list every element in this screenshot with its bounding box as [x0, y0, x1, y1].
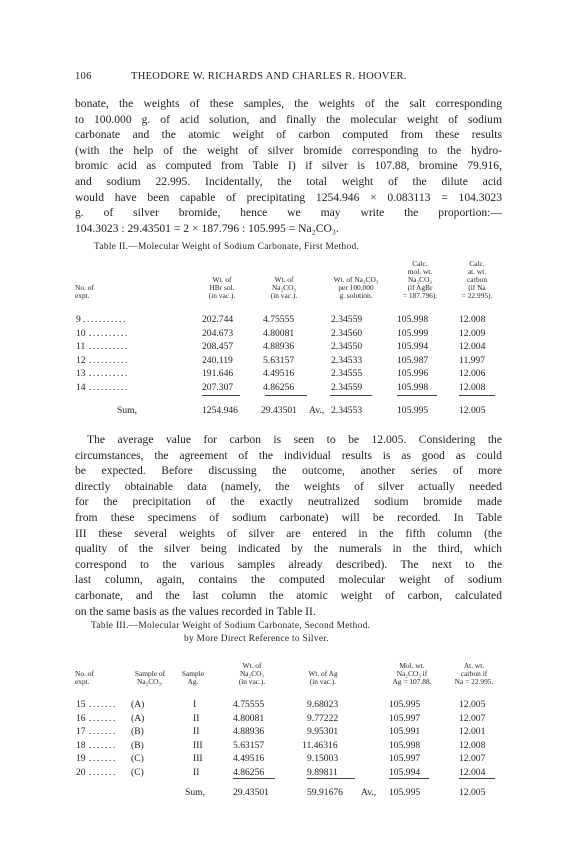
table-3-avg-atwt: 12.005 [459, 787, 486, 798]
page-number: 106 [75, 71, 92, 82]
header-text: mol. wt. [407, 267, 433, 276]
table-3-cell-sample-na: (B) [131, 726, 144, 737]
table-2-cell-hbr: 207.307 [202, 381, 234, 393]
header-text: Ag. [187, 677, 199, 686]
header-text: Wt. of [242, 661, 262, 670]
dot-leader: ........... [83, 314, 127, 325]
table-3-header-sample-ag [175, 670, 211, 686]
sum-rule [233, 778, 275, 779]
table-2-cell-no: 14 [76, 381, 86, 393]
table-2-cell-per100: 2.34559 [331, 314, 363, 325]
text-line: correspond to the various samples already described). The next to the [75, 557, 502, 571]
table-3-cell-atwt: 12.007 [459, 712, 486, 724]
table-2-cell-per100: 2.34559 [331, 381, 363, 393]
table-3-cell-na2co3: 4.80081 [233, 712, 265, 724]
header-text: No. of [75, 283, 94, 292]
table-3-cell-atwt: 12.005 [459, 699, 486, 710]
table-2-sum-na2co3: 29.43501 [261, 405, 297, 416]
table-3-cell-molwt: 105.995 [389, 699, 421, 710]
table-3-cell-no: 19 [76, 753, 86, 764]
header-text: Sample of [134, 669, 166, 678]
table-3-cell-molwt: 105.998 [389, 739, 421, 751]
table-3-cell-no: 16 [76, 712, 86, 724]
sum-rule [265, 395, 307, 396]
table-3-cell-atwt: 12.008 [459, 739, 486, 751]
table-3-cell-sample-ag: III [193, 753, 203, 764]
table-2-cell-molwt: 105.994 [397, 341, 429, 352]
header-text: = 187.796). [402, 291, 438, 300]
header-text: carbon if [460, 669, 488, 678]
table-3-header-ag [295, 670, 351, 686]
table-3-cell-atwt: 12.004 [459, 766, 486, 778]
header-text: Na₂CO₃ [271, 283, 297, 292]
text-line: on the same basis as the values recorded in Table II. [75, 604, 316, 618]
header-text: (in vac.). [270, 291, 298, 300]
header-text: No. of [75, 669, 94, 678]
table-2-cell-atwt: 12.006 [459, 368, 486, 379]
header-text: Na₂CO₃ if [396, 669, 428, 678]
paragraph-1 [75, 96, 502, 236]
table-3-header-atwt [445, 662, 503, 686]
table-3-cell-ag: 9.89811 [307, 766, 338, 778]
text-line: The average value for carbon is seen to be 12.005. Considering the [87, 433, 502, 446]
header-text: At. wt. [463, 661, 485, 670]
table-3-sum-label: Sum, [185, 787, 205, 798]
table-2-cell-na2co3: 4.80081 [263, 327, 295, 339]
table-3-cell-no: 20 [76, 766, 86, 778]
header-text: expt. [75, 677, 90, 686]
table-2-avg-atwt: 12.005 [459, 405, 486, 416]
table-2-cell-na2co3: 5.63157 [263, 354, 295, 366]
table-2-cell-molwt: 105.998 [397, 314, 429, 325]
table-3-cell-atwt: 12.001 [459, 726, 486, 737]
table-2-cell-atwt: 12.008 [459, 381, 486, 393]
sum-rule [202, 395, 240, 396]
dot-leader: ....... [89, 739, 117, 751]
table-3-cell-ag: 9.77222 [307, 712, 339, 724]
header-text: Na₂CO₃ [407, 275, 433, 284]
text-line: g. of silver bromide, hence we may write the proportion:— [75, 206, 502, 220]
table-2-cell-per100: 2.34550 [331, 341, 363, 352]
table-2-header-no [75, 284, 109, 300]
header-text: (in vac.). [208, 291, 236, 300]
sum-rule [397, 395, 437, 396]
header-text: Wt. of Ag [308, 669, 338, 678]
table-3-cell-molwt: 105.991 [389, 726, 421, 737]
table-3-cell-no: 15 [76, 699, 86, 710]
table-2-avg-label: Av., [309, 405, 325, 416]
table-2-cell-atwt: 12.008 [459, 314, 486, 325]
table-2-cell-no: 10 [76, 327, 86, 339]
text-line: bromic acid as computed from Table I) if silver is 107.88, bromine 79.916, [75, 159, 502, 173]
table-2-cell-per100: 2.34555 [331, 368, 363, 379]
header-text: g. solution. [339, 291, 373, 300]
table-2-cell-hbr: 191.646 [202, 368, 234, 379]
dot-leader: ....... [89, 753, 117, 764]
table-3-header-na2co3 [225, 662, 279, 686]
table-3 [75, 650, 502, 820]
text-line: be expected. Before discussing the outcome, another series of more [75, 464, 502, 478]
table-3-cell-sample-ag: II [193, 726, 200, 737]
header-text: (in vac.). [238, 677, 266, 686]
table-2-cell-na2co3: 4.49516 [263, 368, 295, 379]
header-text: Na₂CO₃. [137, 677, 163, 686]
table-2-avg-molwt: 105.995 [397, 405, 429, 416]
dot-leader: .......... [89, 354, 129, 366]
table-3-sum-na2co3: 29.43501 [233, 787, 269, 798]
text-line: and sodium 22.995. Incidentally, the total weight of the dilute acid [75, 174, 502, 188]
table-2-cell-molwt: 105.999 [397, 327, 429, 339]
table-2-caption: Table II.—Molecular Weight of Sodium Carbonate, First Method. [94, 242, 360, 252]
header-text: Calc. [412, 259, 428, 268]
table-3-header-sample-na [125, 670, 175, 686]
table-2-cell-hbr: 208.457 [202, 341, 234, 352]
dot-leader: .......... [89, 327, 129, 339]
table-3-cell-sample-ag: III [193, 739, 203, 751]
table-2-cell-hbr: 204.673 [202, 327, 234, 339]
text-line: directly obtainable data (namely, the weights of silver actually needed [75, 479, 502, 493]
dot-leader: ....... [89, 766, 117, 778]
text-line: 104.3023 : 29.43501 = 2 × 187.796 : 105.995 = Na₂CO₃. [75, 221, 339, 235]
table-2-cell-na2co3: 4.75555 [263, 314, 295, 325]
sum-rule [307, 778, 355, 779]
text-line: last column, again, contains the computed molecular weight of sodium [75, 573, 502, 587]
table-3-cell-na2co3: 4.49516 [233, 753, 265, 764]
table-2-cell-per100: 2.34533 [331, 354, 363, 366]
table-2-cell-molwt: 105.987 [397, 354, 429, 366]
table-3-cell-sample-ag: I [193, 699, 197, 710]
table-3-cell-molwt: 105.994 [389, 766, 421, 778]
text-line: would have been capable of precipitating 1254.946 × 0.083113 = 104.3023 [75, 190, 502, 204]
table-2-header-hbr [197, 276, 247, 300]
table-3-cell-sample-ag: II [193, 712, 200, 724]
table-2-sum-hbr: 1254.946 [202, 405, 238, 416]
table-3-cell-sample-ag: II [193, 766, 200, 778]
table-3-cell-ag: 9.15003 [307, 753, 339, 764]
table-2 [75, 256, 502, 428]
dot-leader: ....... [89, 699, 117, 710]
table-2-cell-per100: 2.34560 [331, 327, 363, 339]
table-3-cell-ag: 11.46316 [302, 739, 338, 751]
table-2-cell-atwt: 12.009 [459, 327, 486, 339]
table-3-cell-na2co3: 4.75555 [233, 699, 265, 710]
sum-rule [459, 395, 495, 396]
table-3-caption-line-2: by More Direct Reference to Silver. [184, 634, 329, 644]
table-3-cell-ag: 9.95301 [307, 726, 339, 737]
table-2-cell-no: 13 [76, 368, 86, 379]
sum-rule [459, 778, 495, 779]
table-2-cell-molwt: 105.996 [397, 368, 429, 379]
sum-rule [330, 395, 372, 396]
table-2-header-na2co3 [257, 276, 311, 300]
header-text: carbon [466, 275, 488, 284]
table-2-cell-molwt: 105.998 [397, 381, 429, 393]
header-text: (in vac.). [309, 677, 337, 686]
header-text: at. wt. [467, 267, 487, 276]
table-2-cell-no: 11 [76, 341, 86, 352]
header-text: Sample [181, 669, 205, 678]
text-line: carbonate and the atomic weight of carbon computed from these results [75, 128, 502, 142]
table-2-cell-atwt: 11.997 [459, 354, 486, 366]
table-3-cell-na2co3: 4.86256 [233, 766, 265, 778]
text-line: to 100.000 g. of acid solution, and finally the molecular weight of sodium [75, 112, 502, 126]
header-text: Na₂CO₃ [239, 669, 265, 678]
table-2-header-molwt [391, 260, 449, 300]
table-3-cell-no: 17 [76, 726, 86, 737]
table-2-avg-per100: 2.34553 [331, 405, 363, 416]
text-line: carbonate, and the last column the atomic weight of carbon, calculated [75, 588, 502, 602]
running-title: THEODORE W. RICHARDS AND CHARLES R. HOOVER. [131, 71, 407, 82]
header-text: Wt. of [212, 275, 232, 284]
text-line: III these several weights of silver are entered in the fifth column (the [75, 526, 502, 540]
table-2-cell-no: 12 [76, 354, 86, 366]
table-3-cell-sample-na: (B) [131, 739, 144, 751]
table-3-header-molwt [381, 662, 443, 686]
table-2-cell-hbr: 240.119 [202, 354, 233, 366]
header-text: per 100,000 [338, 283, 374, 292]
dot-leader: ....... [89, 712, 117, 724]
table-3-avg-label: Av., [361, 787, 377, 798]
text-line: for the precipitation of the exactly neutralized sodium bromide made [75, 495, 502, 509]
table-3-cell-sample-na: (C) [131, 766, 144, 778]
paragraph-2 [75, 432, 502, 619]
dot-leader: .......... [89, 341, 129, 352]
text-line: (with the help of the weight of silver bromide corresponding to the hydro- [75, 143, 502, 157]
header-text: (if AgBr [407, 283, 433, 292]
table-3-cell-ag: 9.68023 [307, 699, 339, 710]
table-3-cell-no: 18 [76, 739, 86, 751]
dot-leader: .......... [89, 381, 129, 393]
header-text: Wt. of [274, 275, 294, 284]
table-3-cell-na2co3: 4.88936 [233, 726, 265, 737]
table-3-cell-sample-na: (C) [131, 753, 144, 764]
dot-leader: .......... [89, 368, 129, 379]
table-2-header-atwt [451, 260, 503, 300]
table-3-cell-molwt: 105.997 [389, 712, 421, 724]
dot-leader: ....... [89, 726, 117, 737]
table-3-cell-sample-na: (A) [131, 699, 145, 710]
table-2-cell-hbr: 202.744 [202, 314, 234, 325]
text-line: bonate, the weights of these samples, the weights of the salt corresponding [75, 97, 502, 110]
text-line: quality of the silver being indicated by the numerals in the third, which [75, 542, 502, 556]
table-2-cell-no: 9 [76, 314, 81, 325]
header-text: HBr sol. [209, 283, 235, 292]
table-3-header-no [75, 670, 111, 686]
table-2-cell-atwt: 12.004 [459, 341, 486, 352]
table-2-header-per100 [321, 276, 391, 300]
table-3-avg-molwt: 105.995 [389, 787, 421, 798]
header-text: = 22.995). [461, 291, 493, 300]
table-2-sum-label: Sum, [117, 405, 137, 416]
text-line: from these specimens of sodium carbonate) will be recorded. In Table [75, 510, 502, 524]
text-line: circumstances, the agreement of the individual results is as good as could [75, 448, 502, 462]
sum-rule [389, 778, 429, 779]
header-text: Calc. [469, 259, 485, 268]
header-text: (if Na [468, 283, 486, 292]
page-header [75, 71, 502, 85]
table-3-caption: Table III.—Molecular Weight of Sodium Carbonate, Second Method. [91, 621, 371, 631]
table-3-sum-ag: 59.91676 [307, 787, 343, 798]
table-3-cell-molwt: 105.997 [389, 753, 421, 764]
header-text: expt. [75, 291, 90, 300]
table-2-cell-na2co3: 4.88936 [263, 341, 295, 352]
table-2-cell-na2co3: 4.86256 [263, 381, 295, 393]
table-3-cell-na2co3: 5.63157 [233, 739, 265, 751]
header-text: Mol. wt. [399, 661, 425, 670]
table-3-cell-sample-na: (A) [131, 712, 145, 724]
header-text: Na = 22.995. [454, 677, 494, 686]
header-text: Wt. of Na₂CO₃ [333, 275, 379, 284]
header-text: Ag = 107.88. [392, 677, 432, 686]
table-3-cell-atwt: 12.007 [459, 753, 486, 764]
